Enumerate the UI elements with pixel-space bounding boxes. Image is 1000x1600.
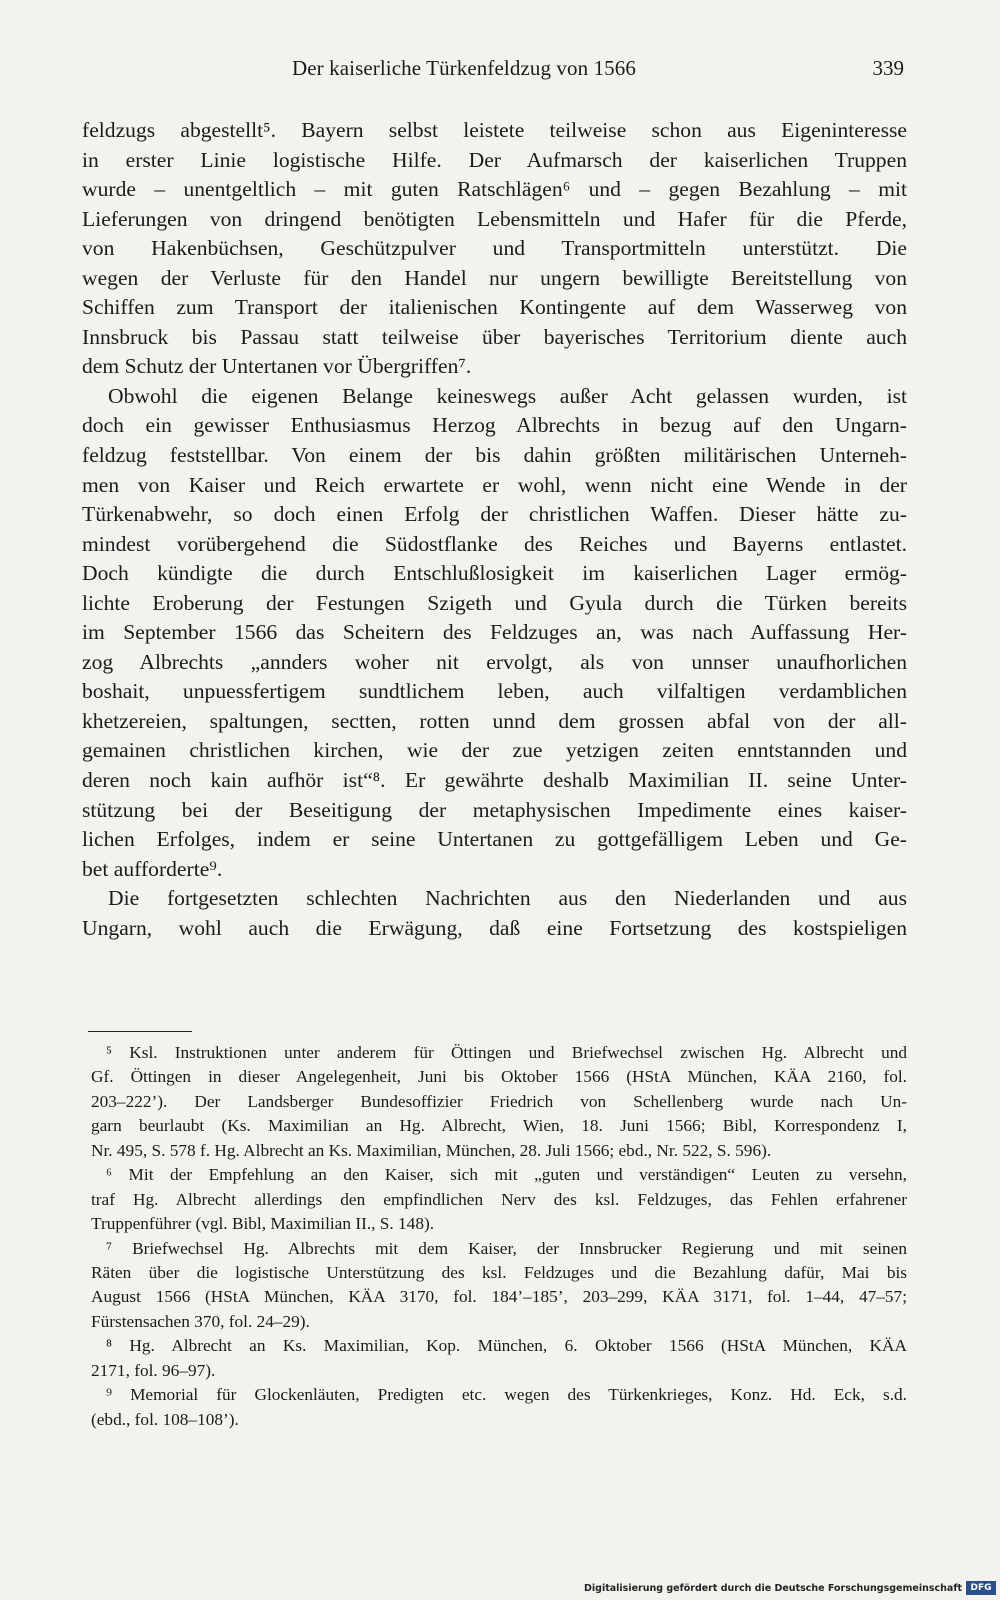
body-line: im September 1566 das Scheitern des Feldzuges an, was nach Auffassung Her- (82, 620, 907, 645)
digitization-credit (584, 1580, 996, 1596)
footnote-line: August 1566 (HStA München, KÄA 3170, fol. 184’–185’, 203–299, KÄA 3171, fol. 1–44, 47–57; (91, 1287, 907, 1307)
body-line: Doch kündigte die durch Entschlußlosigkeit im kaiserlichen Lager ermög- (82, 561, 907, 586)
body-line: Ungarn, wohl auch die Erwägung, daß eine Fortsetzung des kostspieligen (82, 915, 907, 940)
body-line: dem Schutz der Untertanen vor Übergriffen⁷. (82, 354, 472, 379)
body-line: Die fortgesetzten schlechten Nachrichten aus den Niederlanden und aus (108, 886, 907, 911)
footnote-line: Räten über die logistische Unterstützung des ksl. Feldzuges und die Bezahlung dafür, Mai bis (91, 1262, 907, 1282)
body-line: boshait, unpuessfertigem sundtlichem leben, auch vilfaltigen verdamblichen (82, 679, 907, 704)
body-line: Innsbruck bis Passau statt teilweise über bayerisches Territorium diente auch (82, 324, 907, 349)
body-line: stützung bei der Beseitigung der metaphysischen Impedimente eines kaiser- (82, 797, 907, 822)
body-line: khetzereien, spaltungen, sectten, rotten unnd dem grossen abfal von der all- (82, 708, 907, 733)
footnotes (91, 1041, 907, 1432)
footnote-line: 2171, fol. 96–97). (91, 1360, 216, 1380)
footnote-line: Nr. 495, S. 578 f. Hg. Albrecht an Ks. Maximilian, München, 28. Juli 1566; ebd., Nr. 522, S. 596). (91, 1140, 772, 1160)
footnote-line: Gf. Öttingen in dieser Angelegenheit, Juni bis Oktober 1566 (HStA München, KÄA 2160, fol. (91, 1067, 907, 1087)
footnote-line: ⁸ Hg. Albrecht an Ks. Maximilian, Kop. München, 6. Oktober 1566 (HStA München, KÄA (106, 1336, 907, 1356)
footnote-line: ⁵ Ksl. Instruktionen unter anderem für Öttingen und Briefwechsel zwischen Hg. Albrecht und (106, 1043, 907, 1062)
body-line: wegen der Verluste für den Handel nur ungern bewilligte Bereitstellung von (82, 265, 907, 290)
running-title: Der kaiserliche Türkenfeldzug von 1566 (292, 56, 636, 80)
body-line: lichte Eroberung der Festungen Szigeth und Gyula durch die Türken bereits (82, 590, 907, 615)
footnote-line: ⁹ Memorial für Glockenläuten, Predigten etc. wegen des Türkenkrieges, Konz. Hd. Eck, s.d. (106, 1385, 907, 1405)
body-line: Schiffen zum Transport der italienischen Kontingente auf dem Wasserweg von (82, 295, 907, 320)
page-number: 339 (872, 56, 904, 80)
body-line: feldzug feststellbar. Von einem der bis dahin größten militärischen Unterneh- (82, 443, 907, 468)
body-line: men von Kaiser und Reich erwartete er wohl, wenn nicht eine Wende in der (82, 472, 907, 497)
footnote-line: Fürstensachen 370, fol. 24–29). (91, 1311, 310, 1331)
body-line: Obwohl die eigenen Belange keineswegs außer Acht gelassen wurden, ist (108, 383, 907, 408)
body-line: von Hakenbüchsen, Geschützpulver und Transportmitteln unterstützt. Die (82, 236, 907, 261)
body-line: wurde – unentgeltlich – mit guten Ratschlägen⁶ und – gegen Bezahlung – mit (82, 177, 907, 202)
body-line: gemainen christlichen kirchen, wie der zue yetzigen zeiten enntstannden und (82, 738, 907, 763)
body-line: bet aufforderte⁹. (82, 856, 223, 881)
body-line: feldzugs abgestellt⁵. Bayern selbst leistete teilweise schon aus Eigeninteresse (82, 118, 907, 142)
footnote-line: 203–222’). Der Landsberger Bundesoffizier Friedrich von Schellenberg wurde nach Un- (91, 1091, 907, 1111)
footnote-line: ⁷ Briefwechsel Hg. Albrechts mit dem Kaiser, der Innsbrucker Regierung und mit seinen (106, 1238, 907, 1258)
body-line: deren noch kain aufhör ist“⁸. Er gewährte deshalb Maximilian II. seine Unter- (82, 768, 907, 793)
footnote-line: Truppenführer (vgl. Bibl, Maximilian II., S. 148). (91, 1214, 435, 1234)
body-line: zog Albrechts „annders woher nit ervolgt, als von unnser unaufhorlichen (82, 649, 907, 674)
dfg-logo-icon: DFG (966, 1581, 996, 1595)
footnote-line: garn beurlaubt (Ks. Maximilian an Hg. Albrecht, Wien, 18. Juni 1566; Bibl, Korrespondenz I, (91, 1116, 907, 1136)
credit-text: Digitalisierung gefördert durch die Deutsche Forschungsgemeinschaft (584, 1582, 962, 1594)
body-line: mindest vorübergehend die Südostflanke des Reiches und Bayerns entlastet. (82, 531, 907, 556)
body-line: Türkenabwehr, so doch einen Erfolg der christlichen Waffen. Dieser hätte zu- (82, 502, 907, 527)
body-line: in erster Linie logistische Hilfe. Der Aufmarsch der kaiserlichen Truppen (82, 147, 907, 172)
body-line: doch ein gewisser Enthusiasmus Herzog Albrechts in bezug auf den Ungarn- (82, 413, 907, 438)
footnote-line: traf Hg. Albrecht allerdings den empfindlichen Nerv des ksl. Feldzuges, das Fehlen erfahrener (91, 1189, 907, 1209)
footnote-line: ⁶ Mit der Empfehlung an den Kaiser, sich mit „guten und verständigen“ Leuten zu versehn, (106, 1165, 907, 1185)
body-line: Lieferungen von dringend benötigten Lebensmitteln und Hafer für die Pferde, (82, 206, 907, 231)
footnote-line: (ebd., fol. 108–108’). (91, 1409, 239, 1429)
footnote-divider (88, 1031, 192, 1032)
body-text (82, 116, 907, 943)
running-head (82, 56, 907, 86)
body-line: lichen Erfolges, indem er seine Untertanen zu gottgefälligem Leben und Ge- (82, 827, 907, 852)
